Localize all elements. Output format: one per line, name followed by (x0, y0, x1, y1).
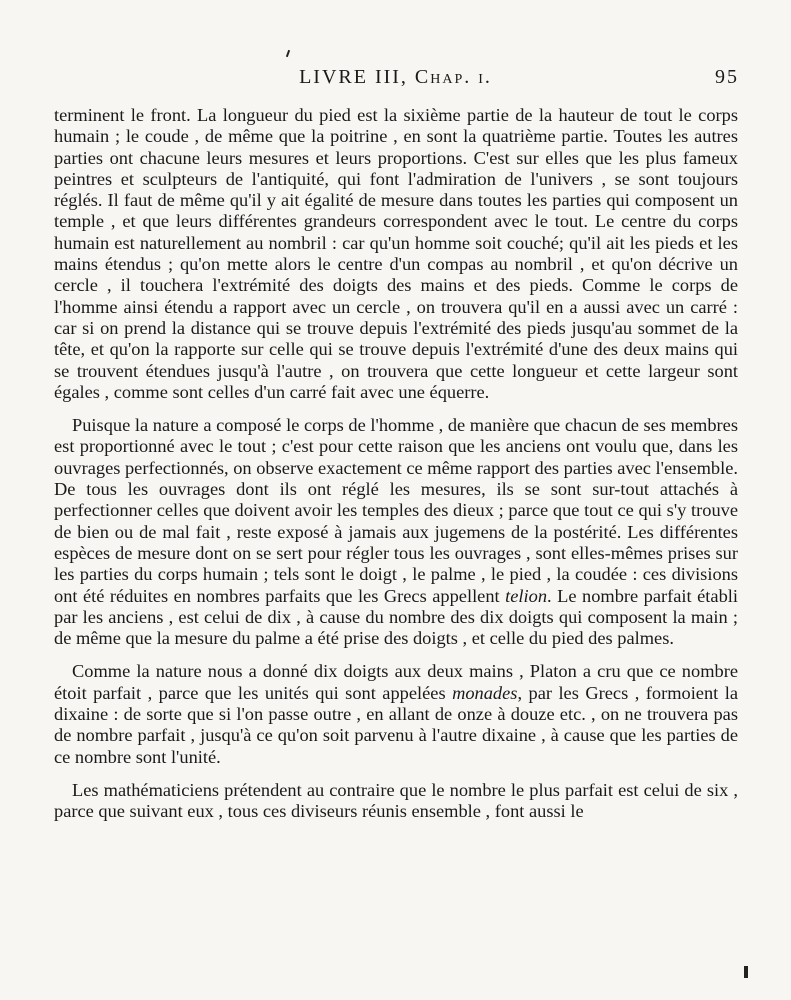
paragraph-2 (54, 415, 738, 649)
term-telion: telion (505, 585, 548, 606)
paragraph-3-text-a: Comme la nature nous a donné dix doigts aux deux mains , Platon a cru que ce nombre étoit parfait , parce que les unités qui sont appelées (54, 661, 738, 703)
paragraph-2-text-a: Puisque la nature a composé le corps de l'homme , de manière que chacun de ses membres est proportionné avec le tout ; c'est pour cette raison que les anciens ont voulu que, dans les ouvrages perfectionnés, on observe exactement ce même rapport des parties avec l'ensemble. De tous les ouvrages dont ils ont réglé les mesures, ils se sont sur-tout attachés à perfectionner celles que doivent avoir les temples des dieux ; parce que tout ce qui s'y trouve de bien ou de mal fait , reste exposé à jamais aux jugemens de la postérité. Les différentes espèces de mesure dont on se sert pour régler tous les ouvrages , sont elles-mêmes prises sur les parties du corps humain ; tels sont le doigt , le palme , le pied , la coudée : ces divisions ont été réduites en nombres parfaits que les Grecs appellent (54, 415, 738, 606)
running-header (52, 66, 739, 92)
paragraph-1 (54, 105, 738, 403)
paragraph-3-text-b: , par les Grecs , formoient la dixaine : de sorte que si l'on passe outre , en allant de onze à douze etc. , on ne trouvera pas de nombre parfait , jusqu'à ce qu'on soit parvenu à l'autre dixaine , à cause que les parties de ce nombre sont l'unité. (54, 682, 739, 767)
running-title: LIVRE III, Chap. i. (299, 66, 492, 88)
page-number: 95 (715, 66, 739, 88)
paragraph-2-text-b: . Le nombre parfait établi par les anciens , est celui de dix , à cause du nombre des dix doigts qui composent la main ; de même que la mesure du palme a été prise des doigts , et celle du pied des palmes. (54, 585, 738, 649)
ink-mark-bottom (744, 966, 748, 978)
ink-mark-top (286, 50, 290, 57)
paragraph-4 (54, 780, 738, 823)
paragraph-1-text: terminent le front. La longueur du pied est la sixième partie de la hauteur de tout le corps humain ; le coude , de même que la poitrine , en sont la quatrième partie. Toutes les autres parties ont chacune leurs mesures et leurs proportions. C'est sur elles que les plus fameux peintres et sculpteurs de l'antiquité, qui font l'admiration de l'univers , se sont toujours réglés. Il faut de même qu'il y ait égalité de mesure dans toutes les parties qui composent un temple , et que leurs différentes grandeurs correspondent avec le tout. Le centre du corps humain est naturellement au nombril : car qu'un homme soit couché; qu'il ait les pieds et les mains étendus ; qu'on mette alors le centre d'un compas au nombril , et qu'on décrive un cercle , il touchera l'extrémité des doigts des mains et des pieds. Comme le corps de l'homme ainsi étendu a rapport avec un cercle , on trouvera qu'il en a aussi avec un carré : car si on prend la distance qui se trouve depuis l'extrémité des pieds jusqu'au sommet de la tête, et qu'on la rapporte sur celle qui se trouve depuis l'extrémité d'une des deux mains qui se trouvent étendues jusqu'à l'autre , on trouvera que cette longueur et cette largeur sont égales , comme sont celles d'un carré fait avec une équerre. (54, 105, 738, 402)
body-text (54, 105, 738, 823)
term-monades: monades (452, 682, 518, 703)
paragraph-3 (54, 661, 738, 767)
paragraph-4-text: Les mathématiciens prétendent au contraire que le nombre le plus parfait est celui de six , parce que suivant eux , tous ces diviseurs réunis ensemble , font aussi le (54, 779, 738, 822)
